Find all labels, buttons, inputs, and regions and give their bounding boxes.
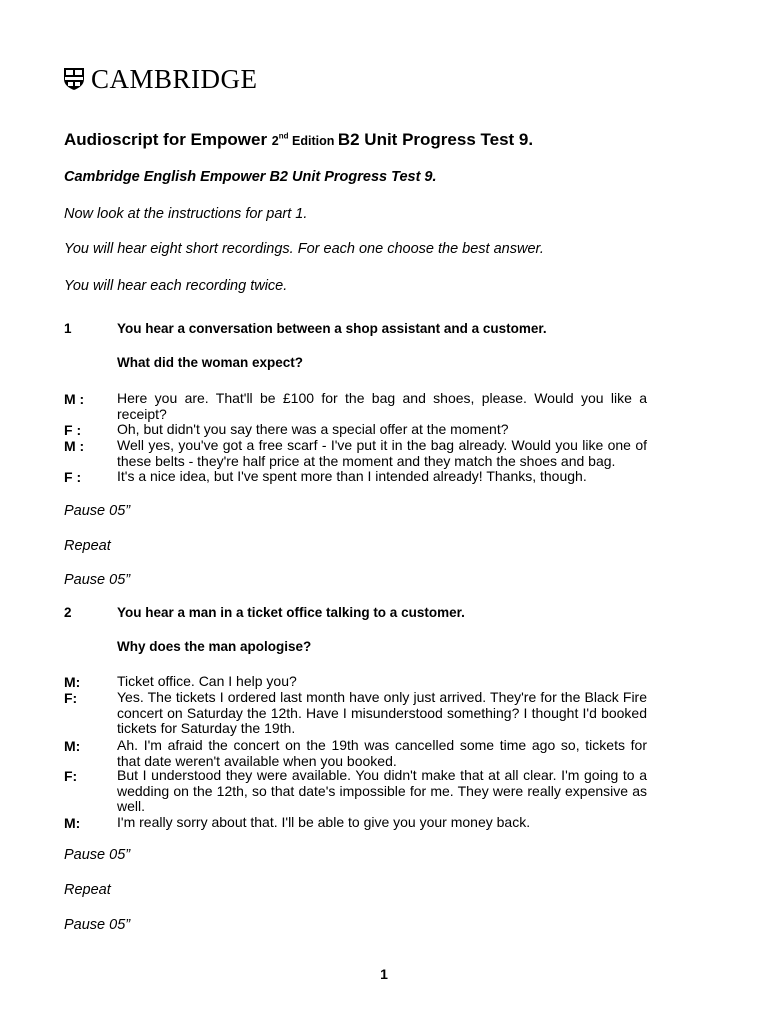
brand-name: CAMBRIDGE — [91, 64, 258, 94]
speaker-label: M : — [64, 438, 85, 454]
repeat-note: Repeat — [64, 882, 111, 898]
cambridge-shield-icon — [63, 67, 85, 91]
speaker-label: F: — [64, 768, 78, 784]
question-number: 2 — [64, 605, 72, 620]
speaker-label: M: — [64, 738, 81, 754]
speaker-label: M : — [64, 391, 85, 407]
speaker-label: F : — [64, 469, 82, 485]
page-number: 1 — [380, 966, 388, 982]
pause-note: Pause 05” — [64, 917, 131, 933]
question-text: What did the woman expect? — [117, 355, 304, 370]
question-text: Why does the man apologise? — [117, 639, 312, 654]
speaker-label: M: — [64, 815, 81, 831]
page-title — [64, 130, 533, 150]
title-edition-word: Edition — [288, 134, 338, 148]
question-prompt: You hear a man in a ticket office talking to a customer. — [117, 605, 465, 620]
dialogue-line: Here you are. That'll be £100 for the bag and shoes, please. Would you like a receipt? — [117, 390, 647, 422]
dialogue-line: Oh, but didn't you say there was a special offer at the moment? — [117, 421, 509, 437]
dialogue-line: It's a nice idea, but I've spent more than I intended already! Thanks, though. — [117, 468, 587, 484]
dialogue-line: But I understood they were available. You didn't make that at all clear. I'm going to a wedding on the 12th, so that date's impossible for me. They were really expensive as well. — [117, 767, 647, 814]
dialogue-line: I'm really sorry about that. I'll be able to give you your money back. — [117, 814, 531, 830]
instruction-3: You will hear each recording twice. — [64, 278, 288, 294]
speaker-label: F: — [64, 690, 78, 706]
pause-note: Pause 05” — [64, 503, 131, 519]
repeat-note: Repeat — [64, 538, 111, 554]
cambridge-logo — [63, 64, 258, 94]
question-number: 1 — [64, 321, 72, 336]
dialogue-line: Well yes, you've got a free scarf - I've put it in the bag already. Would you like one of these belts - they're half price at the moment and they match the shoes and bag. — [117, 437, 647, 469]
instruction-1: Now look at the instructions for part 1. — [64, 206, 308, 222]
question-prompt: You hear a conversation between a shop assistant and a customer. — [117, 321, 547, 336]
speaker-label: M: — [64, 674, 81, 690]
pause-note: Pause 05” — [64, 847, 131, 863]
title-part1: Audioscript for Empower — [64, 130, 272, 149]
title-edition-number: 2 — [271, 134, 279, 148]
instruction-2: You will hear eight short recordings. For each one choose the best answer. — [64, 241, 544, 257]
dialogue-line: Ah. I'm afraid the concert on the 19th was cancelled some time ago so, tickets for that date weren't available when you booked. — [117, 737, 647, 769]
pause-note: Pause 05” — [64, 572, 131, 588]
dialogue-line: Ticket office. Can I help you? — [117, 673, 297, 689]
subtitle: Cambridge English Empower B2 Unit Progress Test 9. — [64, 169, 437, 185]
title-edition-suffix: nd — [278, 131, 289, 141]
dialogue-line: Yes. The tickets I ordered last month have only just arrived. They're for the Black Fire concert on Saturday the 12th. Have I misunderstood something? I thought I'd booked tickets for Saturday the 19th. — [117, 689, 647, 736]
title-part2: B2 Unit Progress Test 9. — [337, 130, 534, 149]
speaker-label: F : — [64, 422, 82, 438]
